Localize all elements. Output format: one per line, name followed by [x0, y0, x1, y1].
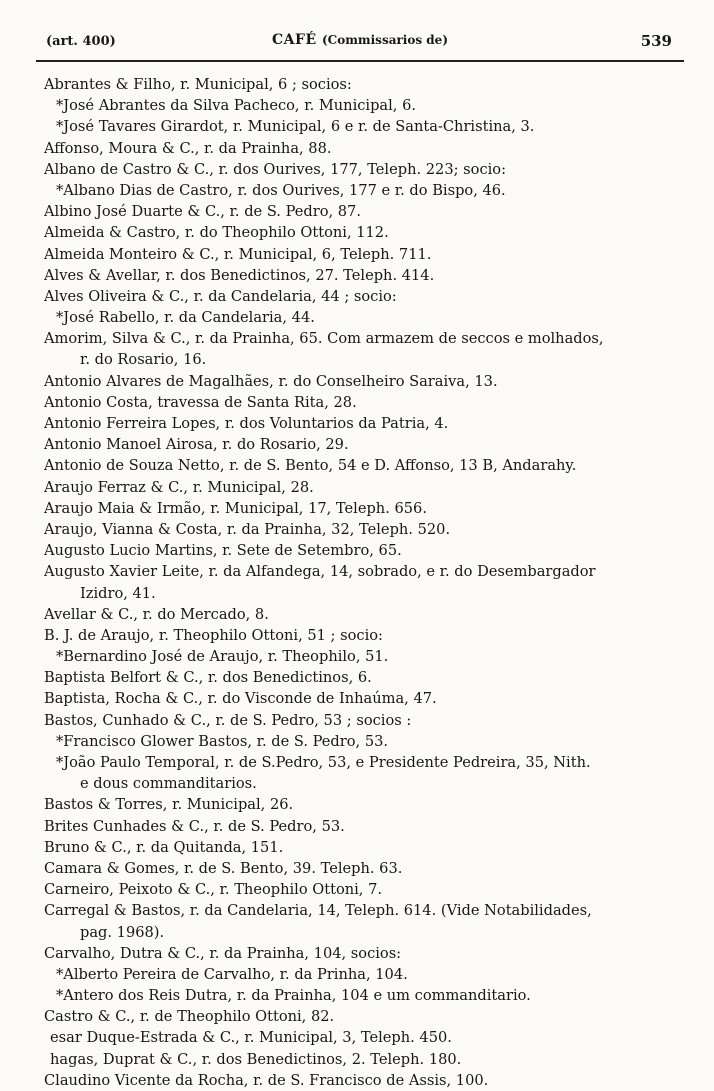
directory-line: Affonso, Moura & C., r. da Prainha, 88. — [44, 139, 332, 157]
directory-line: Albano de Castro & C., r. dos Ourives, 177, Teleph. 223; socio: — [44, 160, 506, 178]
directory-line: Araujo, Vianna & Costa, r. da Prainha, 32, Teleph. 520. — [44, 520, 451, 538]
directory-line: *Francisco Glower Bastos, r. de S. Pedro, 53. — [56, 732, 389, 750]
directory-line: *José Tavares Girardot, r. Municipal, 6 e r. de Santa-Christina, 3. — [56, 118, 535, 136]
section-title — [36, 32, 684, 48]
directory-line: Castro & C., r. de Theophilo Ottoni, 82. — [44, 1008, 335, 1026]
article-reference: (art. 400) — [46, 34, 116, 49]
directory-listing — [44, 74, 690, 1091]
directory-line: esar Duque-Estrada & C., r. Municipal, 3, Teleph. 450. — [50, 1029, 452, 1047]
directory-line: *Antero dos Reis Dutra, r. da Prainha, 104 e um commanditario. — [56, 987, 531, 1005]
directory-line: Izidro, 41. — [80, 584, 156, 602]
directory-line: Antonio de Souza Netto, r. de S. Bento, 54 e D. Affonso, 13 B, Andarahy. — [44, 457, 577, 475]
page-header — [36, 28, 684, 62]
directory-line: *Albano Dias de Castro, r. dos Ourives, 177 e r. do Bispo, 46. — [56, 181, 506, 199]
directory-line: Carvalho, Dutra & C., r. da Prainha, 104, socios: — [44, 944, 402, 962]
directory-line: Amorim, Silva & C., r. da Prainha, 65. Com armazem de seccos e molhados, — [44, 330, 604, 348]
directory-line: Almeida & Castro, r. do Theophilo Ottoni, 112. — [44, 224, 389, 242]
section-title-main: CAFÉ — [272, 32, 317, 48]
directory-line: *José Rabello, r. da Candelaria, 44. — [56, 309, 315, 327]
directory-line: Carregal & Bastos, r. da Candelaria, 14, Teleph. 614. (Vide Notabilidades, — [44, 902, 592, 920]
directory-line: Baptista, Rocha & C., r. do Visconde de Inhaúma, 47. — [44, 690, 437, 708]
directory-line: Brites Cunhades & C., r. de S. Pedro, 53. — [44, 817, 345, 835]
directory-line: r. do Rosario, 16. — [80, 351, 207, 369]
directory-line: *José Abrantes da Silva Pacheco, r. Municipal, 6. — [56, 97, 417, 115]
directory-line: Bastos, Cunhado & C., r. de S. Pedro, 53 ; socios : — [44, 711, 412, 729]
section-title-sub: (Commissarios de) — [322, 33, 448, 47]
directory-line: Almeida Monteiro & C., r. Municipal, 6, Teleph. 711. — [44, 245, 432, 263]
directory-line: Avellar & C., r. do Mercado, 8. — [44, 605, 269, 623]
directory-line: Bruno & C., r. da Quitanda, 151. — [44, 838, 284, 856]
directory-line: Baptista Belfort & C., r. dos Benedictinos, 6. — [44, 669, 372, 687]
directory-line: *Bernardino José de Araujo, r. Theophilo, 51. — [56, 648, 389, 666]
directory-line: Abrantes & Filho, r. Municipal, 6 ; socios: — [44, 76, 352, 93]
directory-line: Augusto Lucio Martins, r. Sete de Setembro, 65. — [44, 542, 402, 560]
directory-line: *Alberto Pereira de Carvalho, r. da Prinha, 104. — [56, 965, 408, 983]
directory-line: Antonio Alvares de Magalhães, r. do Conselheiro Saraiva, 13. — [44, 372, 498, 390]
page-number: 539 — [640, 32, 672, 50]
directory-line: Carneiro, Peixoto & C., r. Theophilo Ottoni, 7. — [44, 881, 383, 899]
directory-line: Antonio Manoel Airosa, r. do Rosario, 29. — [44, 436, 349, 454]
directory-line: hagas, Duprat & C., r. dos Benedictinos, 2. Teleph. 180. — [50, 1050, 462, 1068]
directory-line: Bastos & Torres, r. Municipal, 26. — [44, 796, 294, 814]
directory-line: Araujo Maia & Irmão, r. Municipal, 17, Teleph. 656. — [44, 499, 427, 517]
directory-line: Araujo Ferraz & C., r. Municipal, 28. — [44, 478, 314, 496]
directory-line: Albino José Duarte & C., r. de S. Pedro, 87. — [44, 203, 361, 221]
directory-line: pag. 1968). — [80, 923, 165, 941]
directory-line: Alves Oliveira & C., r. da Candelaria, 44 ; socio: — [44, 287, 397, 305]
directory-line: e dous commanditarios. — [80, 775, 257, 793]
directory-line: Alves & Avellar, r. dos Benedictinos, 27. Teleph. 414. — [44, 266, 435, 284]
directory-line: B. J. de Araujo, r. Theophilo Ottoni, 51 ; socio: — [44, 626, 383, 644]
directory-line: Antonio Ferreira Lopes, r. dos Voluntarios da Patria, 4. — [44, 415, 449, 432]
directory-line: Antonio Costa, travessa de Santa Rita, 28. — [44, 393, 357, 411]
directory-line: Augusto Xavier Leite, r. da Alfandega, 14, sobrado, e r. do Desembargador — [44, 563, 596, 581]
directory-line: Claudino Vicente da Rocha, r. de S. Francisco de Assis, 100. — [44, 1071, 489, 1089]
directory-line: Camara & Gomes, r. de S. Bento, 39. Teleph. 63. — [44, 859, 403, 877]
directory-line: *João Paulo Temporal, r. de S.Pedro, 53, e Presidente Pedreira, 35, Nith. — [56, 754, 591, 771]
